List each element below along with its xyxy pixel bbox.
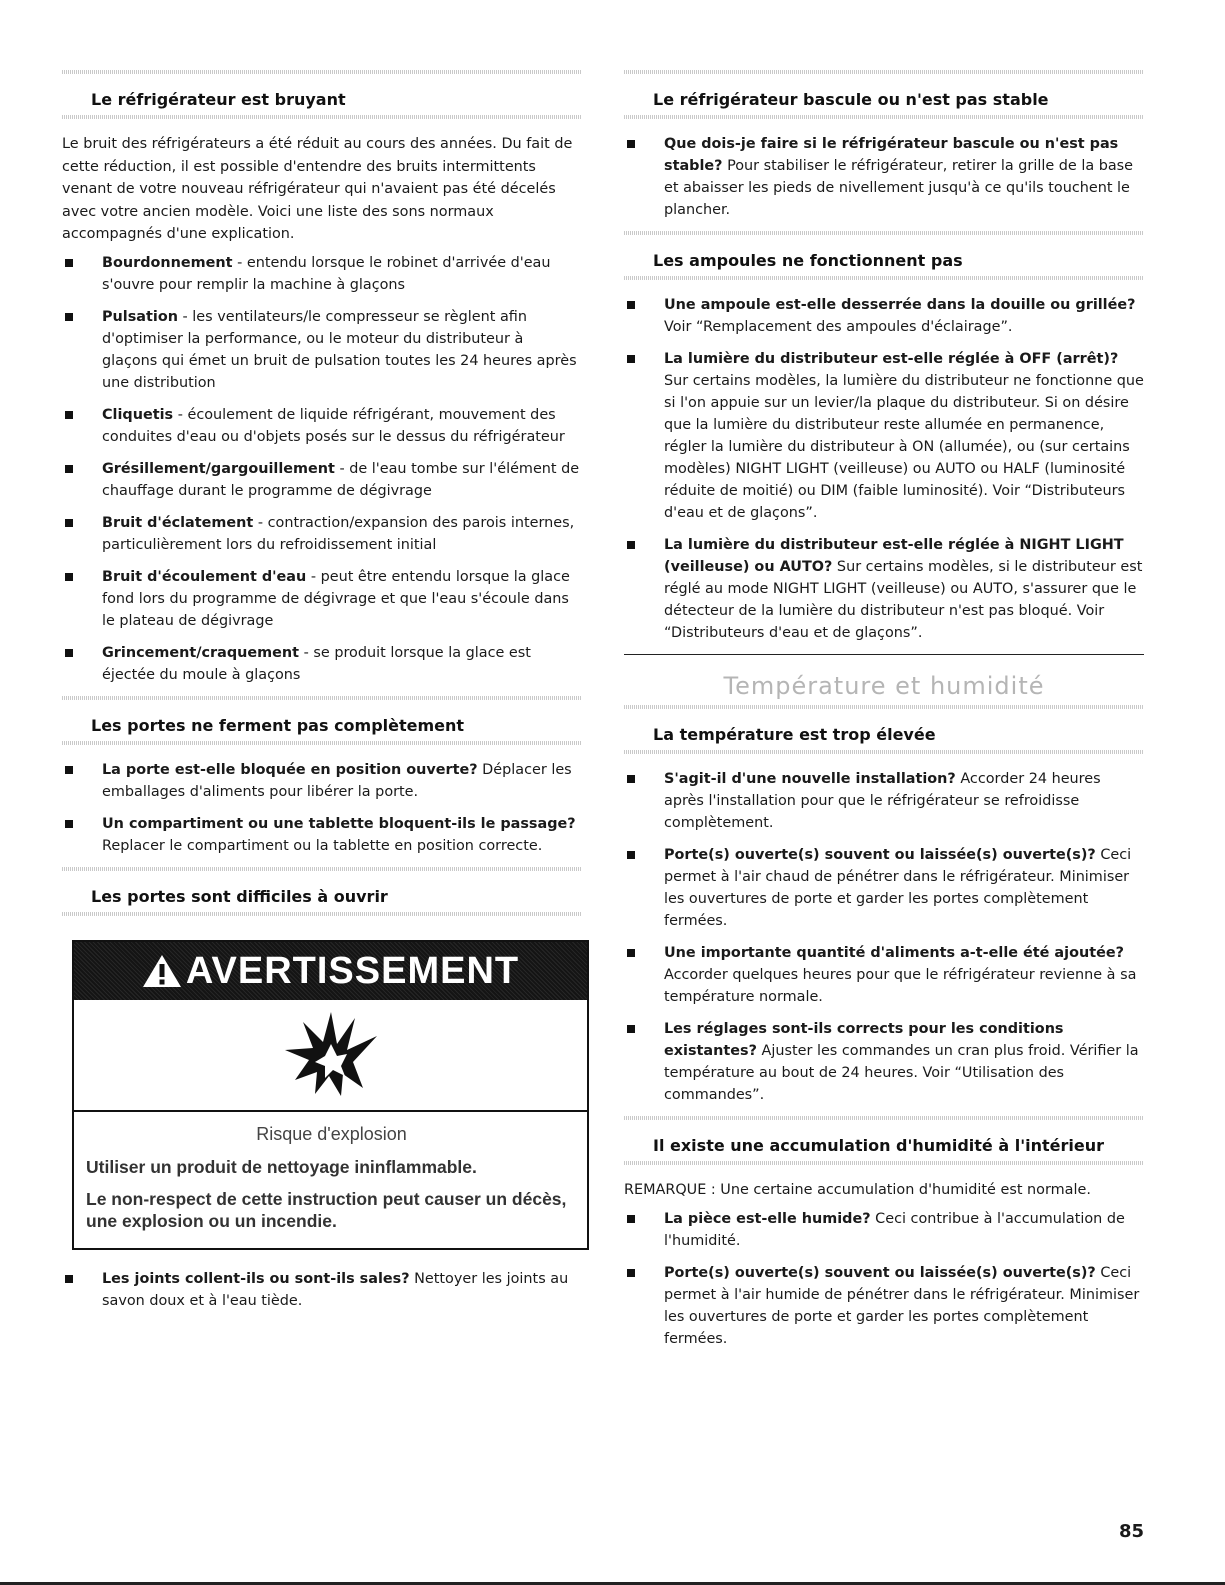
- item-lead: S'agit-il d'une nouvelle installation?: [664, 771, 956, 787]
- item-lead: Porte(s) ouverte(s) souvent ou laissée(s) ouverte(s)?: [664, 1264, 1096, 1281]
- item-text: Ceci permet à l'air chaud de pénétrer dans le réfrigérateur. Minimiser les ouvertures de porte et garder les portes complètement fermées.: [664, 847, 1132, 929]
- left-column: [62, 70, 582, 1322]
- warning-title: AVERTISSEMENT: [185, 949, 520, 992]
- item-lead: Que dois-je faire si le réfrigérateur bascule ou n'est pas stable?: [664, 136, 1119, 174]
- item-lead: Bourdonnement: [102, 254, 233, 271]
- item-lead: La lumière du distributeur est-elle réglée à OFF (arrêt)?: [664, 351, 1119, 367]
- divider: [62, 741, 582, 745]
- item-text: Nettoyer les joints au savon doux et à l'eau tiède.: [102, 1270, 569, 1309]
- item-lead: Grincement/craquement: [102, 644, 300, 661]
- warning-risk: Risque d'explosion: [256, 1123, 407, 1144]
- stability-list: [624, 133, 1144, 221]
- item-lead: Les joints collent-ils ou sont-ils sales?: [102, 1270, 410, 1287]
- list-item: [62, 813, 582, 857]
- list-item: [624, 1262, 1144, 1350]
- section-title-temperature-high: La température est trop élevée: [653, 725, 936, 744]
- item-text: - entendu lorsque le robinet d'arrivée d'eau s'ouvre pour remplir la machine à glaçons: [102, 254, 551, 293]
- seals-list: [62, 1268, 582, 1312]
- item-lead: Bruit d'éclatement: [102, 514, 254, 531]
- item-text: Sur certains modèles, la lumière du distributeur ne fonctionne que si l'on appuie sur un levier/la plaque du distributeur. Si on désire que la lumière du distributeur reste allumée en permanence, régler la lumière du distributeur à ON (allumée), ou (sur certains modèles) NIGHT LIGHT (veilleuse) ou AUTO ou HALF (luminosité réduite de moitié) ou DIM (faible luminosité). Voir “Distributeurs d'eau et de glaçons”.: [664, 373, 1144, 521]
- list-item: [62, 759, 582, 803]
- list-item: [624, 133, 1144, 221]
- section-header: [624, 1116, 1144, 1165]
- list-item: [62, 566, 582, 632]
- list-item: [624, 1018, 1144, 1106]
- section-header: [62, 696, 582, 745]
- list-item: [62, 404, 582, 448]
- warning-triangle-icon: [142, 954, 182, 988]
- item-text: - se produit lorsque la glace est éjectée du moule à glaçons: [102, 644, 531, 683]
- list-item: [624, 1208, 1144, 1252]
- warning-box: [72, 940, 589, 1250]
- item-text: Ajuster les commandes un cran plus froid. Vérifier la température au bout de 24 heures. Voir “Utilisation des commandes”.: [664, 1043, 1139, 1103]
- item-text: - contraction/expansion des parois internes, particulièrement lors du refroidissement initial: [102, 514, 575, 553]
- divider: [624, 276, 1144, 280]
- chapter-heading: Température et humidité: [723, 672, 1045, 700]
- section-header: [62, 867, 582, 916]
- warning-consequence: Le non-respect de cette instruction peut causer un décès, une explosion ou un incendie.: [86, 1188, 567, 1231]
- humidity-note: REMARQUE : Une certaine accumulation d'humidité est normale.: [624, 1182, 1091, 1198]
- item-lead: Porte(s) ouverte(s) souvent ou laissée(s) ouverte(s)?: [664, 847, 1096, 863]
- item-lead: Les réglages sont-ils corrects pour les conditions existantes?: [664, 1021, 1064, 1059]
- section-header: [624, 705, 1144, 754]
- section-title-tips-unstable: Le réfrigérateur bascule ou n'est pas stable: [653, 90, 1049, 109]
- item-text: Pour stabiliser le réfrigérateur, retirer la grille de la base et abaisser les pieds de nivellement jusqu'à ce qu'ils touchent le plancher.: [664, 158, 1134, 218]
- section-title-refrigerator-noisy: Le réfrigérateur est bruyant: [91, 90, 346, 109]
- warning-instruction: Utiliser un produit de nettoyage ininflammable.: [86, 1156, 477, 1177]
- section-header: [624, 231, 1144, 280]
- noise-list: [62, 252, 582, 686]
- item-text: - les ventilateurs/le compresseur se règlent afin d'optimiser la performance, ou le moteur du distributeur à glaçons qui émet un bruit de pulsation toutes les 24 heures après une distribution: [102, 308, 577, 391]
- temperature-list: [624, 768, 1144, 1106]
- list-item: [62, 512, 582, 556]
- divider: [62, 912, 582, 916]
- page-number: 85: [1118, 1521, 1144, 1542]
- divider: [624, 115, 1144, 119]
- item-text: Accorder 24 heures après l'installation pour que le réfrigérateur se refroidisse complètement.: [664, 771, 1101, 831]
- warning-body: [74, 1112, 587, 1248]
- item-text: - de l'eau tombe sur l'élément de chauffage durant le programme de dégivrage: [102, 460, 580, 499]
- item-lead: La pièce est-elle humide?: [664, 1210, 871, 1227]
- section-title-humidity: Il existe une accumulation d'humidité à l'intérieur: [653, 1136, 1104, 1155]
- list-item: [62, 642, 582, 686]
- list-item: [62, 458, 582, 502]
- warning-header: [74, 942, 587, 1000]
- item-lead: Cliquetis: [102, 406, 174, 423]
- section-title-bulbs-not-working: Les ampoules ne fonctionnent pas: [653, 251, 963, 270]
- item-lead: Une ampoule est-elle desserrée dans la douille ou grillée?: [664, 297, 1136, 313]
- item-lead: Bruit d'écoulement d'eau: [102, 568, 307, 585]
- item-text: Ceci contribue à l'accumulation de l'humidité.: [664, 1210, 1125, 1249]
- doors-list: [62, 759, 582, 857]
- section-title-doors-hard-to-open: Les portes sont difficiles à ouvrir: [91, 886, 388, 906]
- chapter-heading-wrapper: [624, 654, 1144, 701]
- humidity-list: [624, 1208, 1144, 1350]
- section-header: [624, 70, 1144, 119]
- explosion-icon: [281, 1010, 381, 1100]
- list-item: [624, 534, 1144, 644]
- list-item: [624, 348, 1144, 524]
- item-text: Replacer le compartiment ou la tablette en position correcte.: [102, 837, 543, 854]
- section-header: [62, 70, 582, 119]
- item-lead: Une importante quantité d'aliments a-t-elle été ajoutée?: [664, 945, 1124, 961]
- list-item: [62, 1268, 582, 1312]
- item-lead: La lumière du distributeur est-elle réglée à NIGHT LIGHT (veilleuse) ou AUTO?: [664, 537, 1124, 575]
- item-lead: Grésillement/gargouillement: [102, 460, 335, 477]
- item-text: - écoulement de liquide réfrigérant, mouvement des conduites d'eau ou d'objets posés sur le dessus du réfrigérateur: [102, 406, 565, 445]
- intro-paragraph: Le bruit des réfrigérateurs a été réduit au cours des années. Du fait de cette réduction, il est possible d'entendre des bruits intermittents venant de votre nouveau réfrigérateur qui n'avaient pas été décelés avec votre ancien modèle. Voici une liste des sons normaux accompagnés d'une explication.: [62, 136, 573, 242]
- divider: [62, 115, 582, 119]
- divider: [624, 750, 1144, 754]
- list-item: [624, 942, 1144, 1008]
- list-item: [624, 844, 1144, 932]
- section-title-doors-not-closing: Les portes ne ferment pas complètement: [91, 715, 465, 735]
- divider: [624, 1161, 1144, 1165]
- warning-icon-area: [74, 1000, 587, 1112]
- item-text: - peut être entendu lorsque la glace fond lors du programme de dégivrage et que l'eau s'écoule dans le plateau de dégivrage: [102, 568, 570, 629]
- right-column: [624, 70, 1144, 1360]
- item-lead: Pulsation: [102, 308, 178, 325]
- bulbs-list: [624, 294, 1144, 644]
- list-item: [624, 294, 1144, 338]
- item-text: Sur certains modèles, si le distributeur est réglé au mode NIGHT LIGHT (veilleuse) ou AUTO, s'assurer que le détecteur de la lumière du distributeur n'est pas bloqué. Voir “Distributeurs d'eau et de glaçons”.: [664, 559, 1143, 641]
- item-lead: Un compartiment ou une tablette bloquent-ils le passage?: [102, 815, 576, 832]
- list-item: [624, 768, 1144, 834]
- list-item: [62, 306, 582, 394]
- item-text: Ceci permet à l'air humide de pénétrer dans le réfrigérateur. Minimiser les ouvertures de porte et garder les portes complètement fermées.: [664, 1264, 1140, 1347]
- list-item: [62, 252, 582, 296]
- item-text: Voir “Remplacement des ampoules d'éclairage”.: [664, 319, 1013, 335]
- item-text: Accorder quelques heures pour que le réfrigérateur revienne à sa température normale.: [664, 967, 1137, 1005]
- item-text: Déplacer les emballages d'aliments pour libérer la porte.: [102, 761, 572, 800]
- item-lead: La porte est-elle bloquée en position ouverte?: [102, 761, 478, 778]
